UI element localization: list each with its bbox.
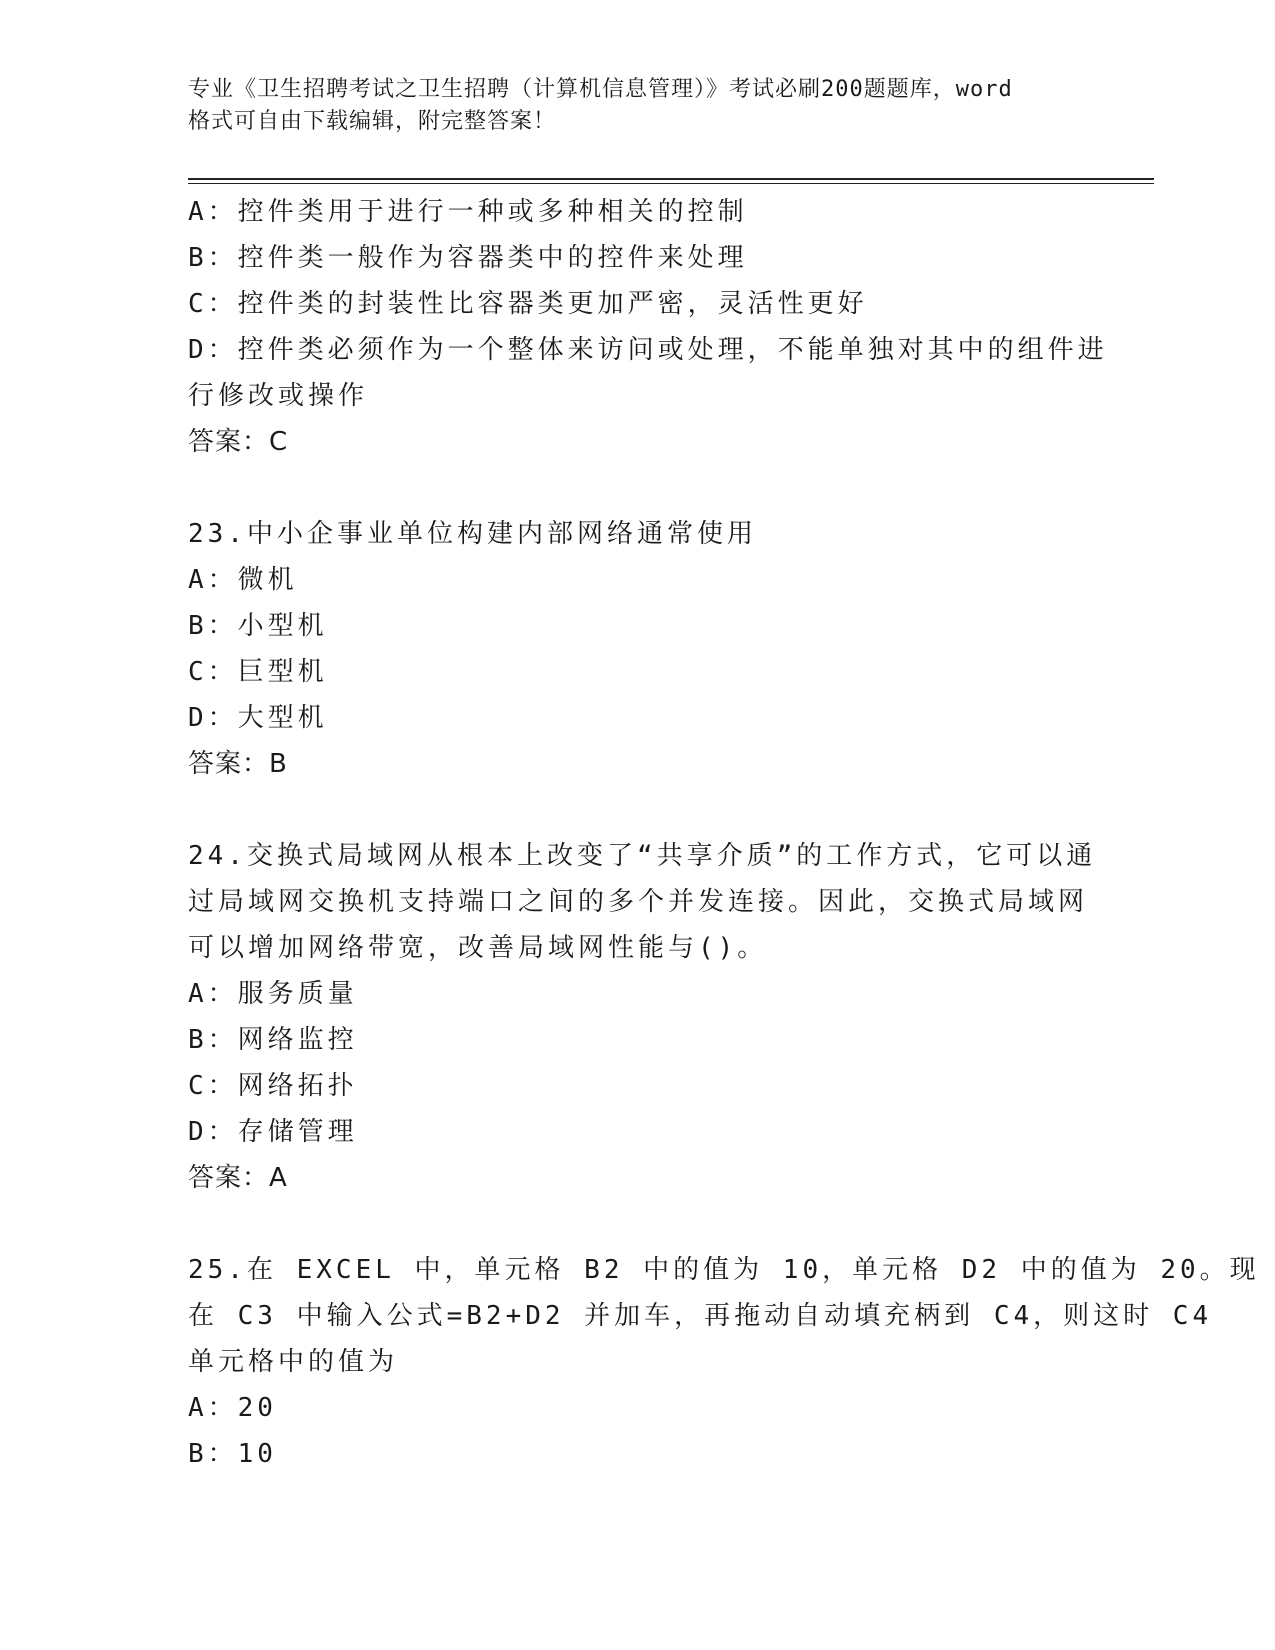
question-text-line-3: 单元格中的值为 — [188, 1347, 399, 1377]
option-a: A：控件类用于进行一种或多种相关的控制 — [188, 197, 748, 227]
question-25 — [188, 1247, 1260, 1477]
question-22 — [188, 189, 1108, 465]
question-text-line-1: 25.在 EXCEL 中，单元格 B2 中的值为 10，单元格 D2 中的值为 20。现 — [188, 1255, 1260, 1285]
option-a: A：服务质量 — [188, 979, 358, 1009]
question-text-line-2: 在 C3 中输入公式=B2+D2 并加车，再拖动自动填充柄到 C4，则这时 C4 — [188, 1301, 1213, 1331]
question-content — [188, 189, 1260, 1477]
question-23 — [188, 511, 1088, 787]
question-text-line-3: 可以增加网络带宽，改善局域网性能与()。 — [188, 933, 768, 963]
document-header — [188, 74, 1088, 138]
header-divider-thick — [188, 178, 1154, 180]
answer-23: 答案：B — [188, 749, 288, 779]
option-d-continued: 行修改或操作 — [188, 381, 369, 411]
option-d: D：控件类必须作为一个整体来访问或处理，不能单独对其中的组件进 — [188, 335, 1108, 365]
option-b: B：网络监控 — [188, 1025, 358, 1055]
question-text-line-1: 24.交换式局域网从根本上改变了“共享介质”的工作方式，它可以通 — [188, 841, 1097, 871]
question-24 — [188, 833, 1097, 1201]
option-b: B：10 — [188, 1439, 277, 1469]
header-line-2: 格式可自由下载编辑，附完整答案！ — [188, 109, 557, 134]
option-b: B：小型机 — [188, 611, 328, 641]
option-d: D：大型机 — [188, 703, 328, 733]
header-line-1: 专业《卫生招聘考试之卫生招聘（计算机信息管理）》考试必刷200题题库，word — [188, 77, 1013, 102]
option-c: C：网络拓扑 — [188, 1071, 358, 1101]
option-a: A：微机 — [188, 565, 298, 595]
question-text: 23.中小企事业单位构建内部网络通常使用 — [188, 519, 757, 549]
question-text-line-2: 过局域网交换机支持端口之间的多个并发连接。因此，交换式局域网 — [188, 887, 1089, 917]
answer-22: 答案：C — [188, 427, 289, 457]
option-a: A：20 — [188, 1393, 277, 1423]
option-d: D：存储管理 — [188, 1117, 358, 1147]
option-c: C：巨型机 — [188, 657, 328, 687]
option-c: C：控件类的封装性比容器类更加严密，灵活性更好 — [188, 289, 868, 319]
header-divider-thin — [188, 183, 1154, 184]
option-b: B：控件类一般作为容器类中的控件来处理 — [188, 243, 748, 273]
answer-24: 答案：A — [188, 1163, 288, 1193]
